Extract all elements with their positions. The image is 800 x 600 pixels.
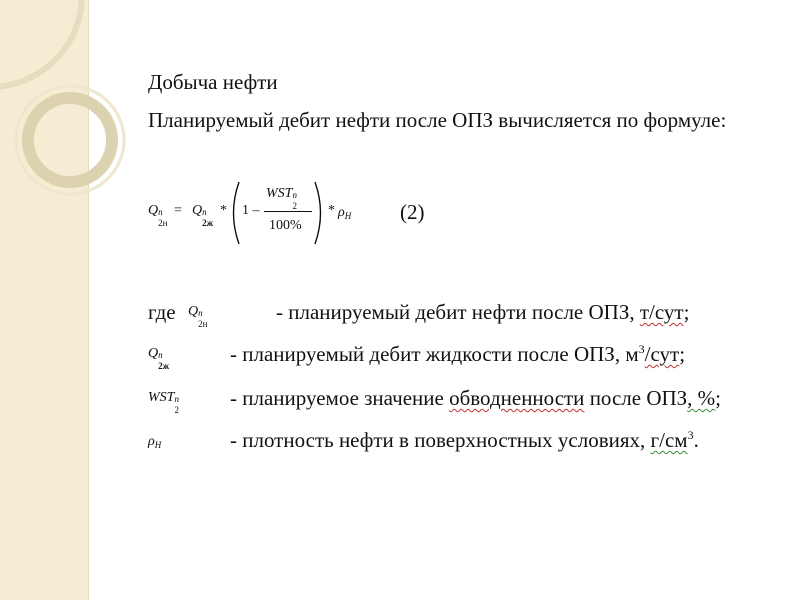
- formula-lhs: Q n 2н: [148, 203, 168, 228]
- symbol-wst: WST n 2: [148, 390, 179, 415]
- symbol-rho: $\rho_Н$: [148, 434, 162, 450]
- definition-row-water-cut: [148, 386, 722, 416]
- formula-equals: =: [174, 203, 182, 218]
- symbol-q-liquid: Q n 2ж: [148, 346, 170, 371]
- definition-row-density: [148, 428, 708, 458]
- slide-content: [88, 0, 800, 600]
- slide-intro: Планируемый дебит нефти после ОПЗ вычисляется по формуле:: [148, 108, 727, 132]
- definition-row-liquid: [148, 342, 708, 372]
- where-label: где: [148, 300, 176, 324]
- definition-text-water-cut: - планируемое значение обводненности после ОПЗ, %;: [230, 386, 722, 410]
- slide-heading: Добыча нефти: [148, 70, 278, 94]
- formula-multiply-2: *: [328, 203, 335, 218]
- definition-text-liquid: - планируемый дебит жидкости после ОПЗ, $м^3$/сут;: [230, 342, 686, 366]
- definition-row-oil: [148, 300, 708, 330]
- fraction-bar: [264, 211, 312, 212]
- formula-one-minus: 1 –: [242, 203, 260, 218]
- definition-text-oil: - планируемый дебит нефти после ОПЗ, т/сут;: [276, 300, 690, 324]
- ring-top: [0, 0, 82, 87]
- left-paren: [226, 180, 242, 246]
- formula-denominator: 100%: [269, 218, 302, 233]
- formula-q-liquid: Q n 2ж: [192, 203, 214, 228]
- formula-rho: $\rho_Н$: [338, 205, 352, 221]
- definition-text-density: - плотность нефти в поверхностных условиях, $г/см^3$.: [230, 428, 699, 452]
- formula-wst-numerator: WST n 2: [266, 186, 297, 211]
- formula-number: (2): [400, 200, 425, 224]
- symbol-q-oil: Q n 2н: [188, 304, 208, 329]
- right-paren: [312, 180, 328, 246]
- formula-multiply-1: *: [220, 203, 227, 218]
